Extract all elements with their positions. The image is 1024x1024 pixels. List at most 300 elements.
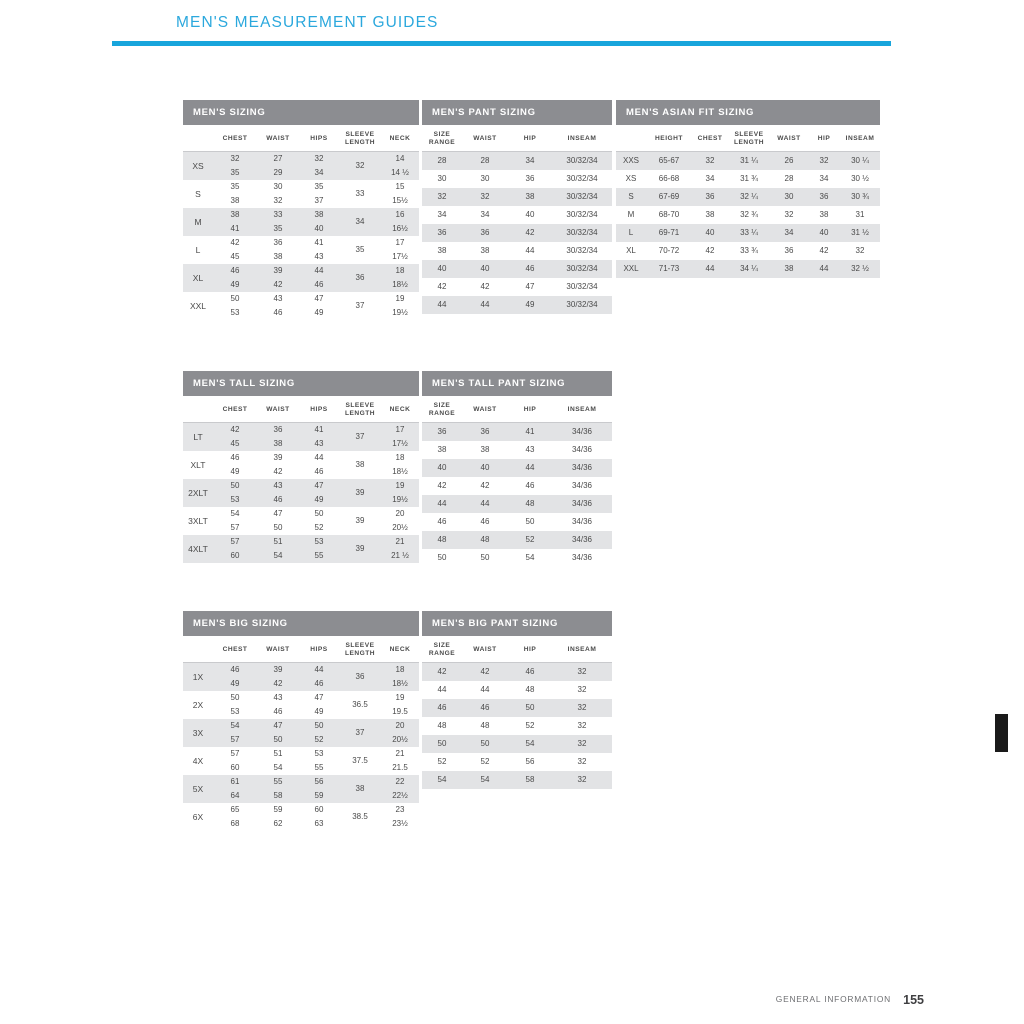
column-header: HIP (508, 636, 552, 663)
cell: 38 (213, 208, 257, 222)
cell: 30 ¼ (840, 152, 880, 171)
cell: 48 (508, 681, 552, 699)
table-row (183, 306, 419, 320)
cell: 42 (257, 465, 299, 479)
cell: 34 (299, 166, 339, 180)
table-row (183, 423, 419, 438)
cell: 32 ¾ (728, 206, 770, 224)
cell: 34 (692, 170, 728, 188)
table-row (422, 152, 612, 171)
table-row (183, 493, 419, 507)
column-header: CHEST (213, 125, 257, 152)
column-header: HIPS (299, 396, 339, 423)
cell: 59 (299, 789, 339, 803)
cell: 38 (257, 250, 299, 264)
cell: 54 (508, 549, 552, 567)
table-row (422, 423, 612, 442)
table-row (422, 753, 612, 771)
neck-cell: 19 (381, 479, 419, 493)
table-row (422, 663, 612, 682)
cell: 41 (299, 423, 339, 438)
size-label: 4X (183, 747, 213, 775)
neck-cell: 19 (381, 292, 419, 306)
cell: 39 (257, 451, 299, 465)
table-row (422, 242, 612, 260)
table-mens-big-sizing (183, 611, 419, 831)
cell: 34/36 (552, 459, 612, 477)
table-row (422, 278, 612, 296)
cell: 47 (299, 292, 339, 306)
cell: 35 (299, 180, 339, 194)
table-row (183, 719, 419, 733)
table-row (422, 513, 612, 531)
cell: 46 (257, 306, 299, 320)
cell: 34/36 (552, 477, 612, 495)
cell: 31 ¼ (728, 152, 770, 171)
size-label: M (616, 206, 646, 224)
table-row (422, 681, 612, 699)
cell: 44 (462, 495, 508, 513)
pant-sizing-table (422, 371, 612, 567)
cell: 32 (840, 242, 880, 260)
neck-cell: 23½ (381, 817, 419, 831)
sleeve-length-cell: 39 (339, 507, 381, 535)
cell: 38 (213, 194, 257, 208)
column-header: CHEST (213, 636, 257, 663)
cell: 42 (257, 677, 299, 691)
size-label: 40 (422, 459, 462, 477)
neck-cell: 14 (381, 152, 419, 167)
column-header: SIZE RANGE (422, 636, 462, 663)
neck-cell: 18½ (381, 278, 419, 292)
table-row (183, 521, 419, 535)
column-header: INSEAM (552, 636, 612, 663)
size-label: 38 (422, 242, 462, 260)
cell: 56 (508, 753, 552, 771)
cell: 36 (257, 423, 299, 438)
cell: 60 (213, 761, 257, 775)
cell: 52 (299, 733, 339, 747)
size-label: XL (183, 264, 213, 292)
table-title: MEN'S TALL PANT SIZING (422, 371, 612, 396)
cell: 54 (257, 761, 299, 775)
size-label: 3XLT (183, 507, 213, 535)
sizing-table (183, 371, 419, 563)
column-header: WAIST (257, 125, 299, 152)
cell: 30/32/34 (552, 224, 612, 242)
column-header: SLEEVE LENGTH (339, 125, 381, 152)
size-label: 42 (422, 663, 462, 682)
table-row (183, 180, 419, 194)
cell: 32 (299, 152, 339, 167)
cell: 30 ½ (840, 170, 880, 188)
page-title: MEN'S MEASUREMENT GUIDES (176, 14, 439, 31)
neck-cell: 23 (381, 803, 419, 817)
cell: 43 (257, 691, 299, 705)
cell: 39 (257, 663, 299, 678)
neck-cell: 15½ (381, 194, 419, 208)
table-row (422, 296, 612, 314)
cell: 44 (462, 681, 508, 699)
cell: 50 (462, 735, 508, 753)
size-label: 1X (183, 663, 213, 692)
cell: 51 (257, 535, 299, 549)
neck-cell: 15 (381, 180, 419, 194)
neck-cell: 21 (381, 747, 419, 761)
neck-cell: 21 ½ (381, 549, 419, 563)
column-header: SIZE RANGE (422, 396, 462, 423)
column-header: WAIST (462, 636, 508, 663)
cell: 42 (213, 423, 257, 438)
cell: 30/32/34 (552, 170, 612, 188)
cell: 65 (213, 803, 257, 817)
size-label: S (183, 180, 213, 208)
cell: 33 ¾ (728, 242, 770, 260)
cell: 46 (462, 699, 508, 717)
size-label: L (183, 236, 213, 264)
neck-cell: 20½ (381, 521, 419, 535)
neck-cell: 19.5 (381, 705, 419, 719)
cell: 52 (508, 717, 552, 735)
column-header (183, 396, 213, 423)
size-label: XS (183, 152, 213, 181)
column-header: SIZE RANGE (422, 125, 462, 152)
cell: 54 (257, 549, 299, 563)
cell: 46 (299, 677, 339, 691)
header-rule (112, 41, 891, 46)
cell: 44 (299, 451, 339, 465)
sleeve-length-cell: 37 (339, 719, 381, 747)
neck-cell: 18 (381, 264, 419, 278)
cell: 32 (552, 663, 612, 682)
cell: 33 (257, 208, 299, 222)
size-label: XXS (616, 152, 646, 171)
neck-cell: 22 (381, 775, 419, 789)
cell: 50 (462, 549, 508, 567)
cell: 31 ½ (840, 224, 880, 242)
table-mens-sizing (183, 100, 419, 320)
table-row (422, 170, 612, 188)
table-row (616, 242, 880, 260)
column-header: INSEAM (552, 396, 612, 423)
cell: 53 (213, 705, 257, 719)
cell: 46 (299, 465, 339, 479)
cell: 50 (213, 479, 257, 493)
table-row (422, 549, 612, 567)
column-header: HIP (808, 125, 840, 152)
cell: 46 (508, 663, 552, 682)
neck-cell: 17½ (381, 437, 419, 451)
table-row (422, 699, 612, 717)
cell: 46 (213, 264, 257, 278)
cell: 30 (770, 188, 808, 206)
cell: 30/32/34 (552, 260, 612, 278)
cell: 34/36 (552, 513, 612, 531)
cell: 49 (299, 493, 339, 507)
cell: 50 (508, 513, 552, 531)
cell: 34 ¼ (728, 260, 770, 278)
sleeve-length-cell: 38 (339, 775, 381, 803)
neck-cell: 22½ (381, 789, 419, 803)
cell: 49 (299, 705, 339, 719)
table-row (422, 717, 612, 735)
size-label: S (616, 188, 646, 206)
neck-cell: 21.5 (381, 761, 419, 775)
cell: 30/32/34 (552, 278, 612, 296)
table-mens-tall-pant-sizing (422, 371, 612, 567)
cell: 43 (257, 292, 299, 306)
cell: 44 (808, 260, 840, 278)
neck-cell: 16 (381, 208, 419, 222)
size-label: XXL (616, 260, 646, 278)
table-row (183, 451, 419, 465)
size-label: 32 (422, 188, 462, 206)
cell: 65-67 (646, 152, 692, 171)
size-label: XXL (183, 292, 213, 320)
cell: 38 (299, 208, 339, 222)
cell: 50 (257, 521, 299, 535)
cell: 47 (257, 507, 299, 521)
cell: 54 (462, 771, 508, 789)
column-header: WAIST (257, 636, 299, 663)
size-label: 44 (422, 296, 462, 314)
table-row (616, 206, 880, 224)
neck-cell: 18 (381, 451, 419, 465)
table-row (183, 507, 419, 521)
cell: 49 (299, 306, 339, 320)
cell: 46 (213, 451, 257, 465)
table-row (183, 775, 419, 789)
table-row (183, 264, 419, 278)
cell: 41 (213, 222, 257, 236)
cell: 58 (508, 771, 552, 789)
size-label: XLT (183, 451, 213, 479)
cell: 36 (770, 242, 808, 260)
column-header: NECK (381, 636, 419, 663)
cell: 43 (299, 250, 339, 264)
pant-sizing-table (422, 611, 612, 789)
cell: 53 (299, 747, 339, 761)
size-label: 2X (183, 691, 213, 719)
cell: 39 (257, 264, 299, 278)
cell: 47 (299, 479, 339, 493)
table-row (183, 677, 419, 691)
sleeve-length-cell: 36 (339, 264, 381, 292)
table-row (183, 208, 419, 222)
size-label: 42 (422, 278, 462, 296)
table-row (422, 771, 612, 789)
table-row (422, 441, 612, 459)
table-row (183, 789, 419, 803)
cell: 42 (257, 278, 299, 292)
table-mens-big-pant-sizing (422, 611, 612, 789)
cell: 68 (213, 817, 257, 831)
table-row (422, 495, 612, 513)
cell: 40 (299, 222, 339, 236)
neck-cell: 18 (381, 663, 419, 678)
cell: 30/32/34 (552, 242, 612, 260)
cell: 32 ½ (840, 260, 880, 278)
cell: 52 (299, 521, 339, 535)
neck-cell: 20 (381, 507, 419, 521)
cell: 67-69 (646, 188, 692, 206)
cell: 50 (299, 719, 339, 733)
cell: 34/36 (552, 549, 612, 567)
cell: 44 (508, 459, 552, 477)
pant-sizing-table (422, 100, 612, 314)
cell: 38 (508, 188, 552, 206)
size-label: L (616, 224, 646, 242)
cell: 30/32/34 (552, 188, 612, 206)
cell: 51 (257, 747, 299, 761)
table-row (422, 735, 612, 753)
cell: 46 (213, 663, 257, 678)
cell: 48 (508, 495, 552, 513)
cell: 34/36 (552, 531, 612, 549)
cell: 31 ¾ (728, 170, 770, 188)
column-header: NECK (381, 396, 419, 423)
cell: 66-68 (646, 170, 692, 188)
table-row (183, 663, 419, 678)
cell: 34/36 (552, 423, 612, 442)
cell: 40 (808, 224, 840, 242)
cell: 32 (692, 152, 728, 171)
cell: 56 (299, 775, 339, 789)
table-row (422, 477, 612, 495)
size-label: 2XLT (183, 479, 213, 507)
table-row (183, 152, 419, 167)
size-label: XS (616, 170, 646, 188)
cell: 40 (462, 459, 508, 477)
cell: 54 (213, 719, 257, 733)
cell: 32 (552, 699, 612, 717)
cell: 46 (508, 477, 552, 495)
cell: 60 (299, 803, 339, 817)
table-mens-asian-fit-sizing (616, 100, 880, 278)
cell: 34/36 (552, 441, 612, 459)
cell: 32 ¼ (728, 188, 770, 206)
cell: 40 (508, 206, 552, 224)
cell: 44 (299, 264, 339, 278)
cell: 48 (462, 531, 508, 549)
table-row (422, 224, 612, 242)
cell: 42 (808, 242, 840, 260)
cell: 30/32/34 (552, 296, 612, 314)
cell: 45 (213, 437, 257, 451)
table-row (616, 224, 880, 242)
cell: 28 (462, 152, 508, 171)
cell: 47 (299, 691, 339, 705)
column-header: HIPS (299, 125, 339, 152)
cell: 71-73 (646, 260, 692, 278)
table-row (183, 465, 419, 479)
size-label: 54 (422, 771, 462, 789)
cell: 58 (257, 789, 299, 803)
size-label: 48 (422, 531, 462, 549)
cell: 49 (213, 677, 257, 691)
cell: 59 (257, 803, 299, 817)
cell: 52 (462, 753, 508, 771)
sleeve-length-cell: 36.5 (339, 691, 381, 719)
cell: 46 (257, 705, 299, 719)
table-row (183, 166, 419, 180)
cell: 33 ¼ (728, 224, 770, 242)
cell: 29 (257, 166, 299, 180)
cell: 50 (213, 691, 257, 705)
table-row (183, 292, 419, 306)
size-label: XL (616, 242, 646, 260)
table-row (183, 691, 419, 705)
sleeve-length-cell: 38.5 (339, 803, 381, 831)
table-row (183, 437, 419, 451)
size-label: 42 (422, 477, 462, 495)
size-label: 44 (422, 681, 462, 699)
size-label: 38 (422, 441, 462, 459)
table-row (616, 170, 880, 188)
cell: 42 (213, 236, 257, 250)
table-title: MEN'S BIG PANT SIZING (422, 611, 612, 636)
sleeve-length-cell: 36 (339, 663, 381, 692)
cell: 34 (770, 224, 808, 242)
cell: 40 (462, 260, 508, 278)
cell: 34 (508, 152, 552, 171)
cell: 36 (462, 224, 508, 242)
table-row (422, 260, 612, 278)
column-header: WAIST (770, 125, 808, 152)
neck-cell: 21 (381, 535, 419, 549)
table-row (183, 194, 419, 208)
size-label: 6X (183, 803, 213, 831)
cell: 32 (213, 152, 257, 167)
cell: 42 (462, 477, 508, 495)
cell: 50 (257, 733, 299, 747)
neck-cell: 19 (381, 691, 419, 705)
asian-fit-sizing-table (616, 100, 880, 278)
table-mens-tall-sizing (183, 371, 419, 563)
table-row (183, 250, 419, 264)
cell: 34 (808, 170, 840, 188)
table-row (183, 747, 419, 761)
size-label: 40 (422, 260, 462, 278)
cell: 48 (462, 717, 508, 735)
cell: 30/32/34 (552, 152, 612, 171)
cell: 60 (213, 549, 257, 563)
size-label: 5X (183, 775, 213, 803)
cell: 47 (508, 278, 552, 296)
column-header: NECK (381, 125, 419, 152)
size-label: 46 (422, 513, 462, 531)
cell: 35 (257, 222, 299, 236)
cell: 32 (462, 188, 508, 206)
cell: 30 (257, 180, 299, 194)
table-row (183, 479, 419, 493)
cell: 46 (257, 493, 299, 507)
size-label: 28 (422, 152, 462, 171)
cell: 40 (692, 224, 728, 242)
column-header: INSEAM (840, 125, 880, 152)
cell: 27 (257, 152, 299, 167)
cell: 32 (770, 206, 808, 224)
cell: 30 ¾ (840, 188, 880, 206)
neck-cell: 14 ½ (381, 166, 419, 180)
cell: 38 (257, 437, 299, 451)
cell: 32 (552, 717, 612, 735)
cell: 54 (213, 507, 257, 521)
cell: 28 (770, 170, 808, 188)
page-edge-marker (995, 714, 1008, 752)
cell: 35 (213, 166, 257, 180)
table-row (183, 222, 419, 236)
